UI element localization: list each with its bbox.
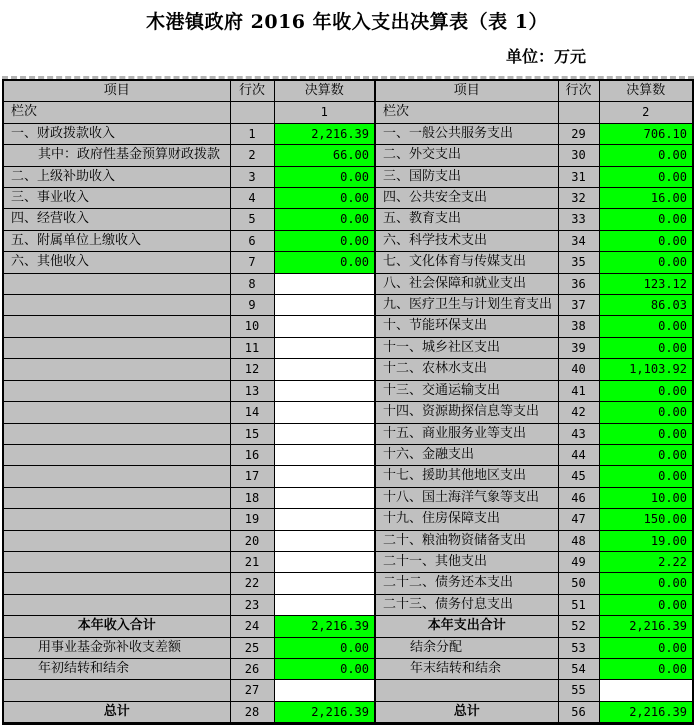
cell-value: 2,216.39 — [274, 701, 375, 723]
cell-item: 五、教育支出 — [375, 209, 558, 230]
cell-value: 19.00 — [599, 530, 693, 551]
cell-line-number: 25 — [230, 637, 274, 658]
cell-line-number: 38 — [558, 316, 599, 337]
table-row — [3, 680, 693, 701]
cell-line-number: 43 — [558, 423, 599, 444]
cell-value: 86.03 — [599, 295, 693, 316]
table-row — [3, 402, 693, 423]
table-row — [3, 188, 693, 209]
cell-line-number: 28 — [230, 701, 274, 723]
cell-line-number: 22 — [230, 573, 274, 594]
cell-line-number: 47 — [558, 509, 599, 530]
cell-value: 123.12 — [599, 273, 693, 294]
cell-line-number: 24 — [230, 616, 274, 637]
cell-line-number: 46 — [558, 487, 599, 508]
col-header-line-right: 行次 — [558, 80, 599, 102]
cell-item: 十一、城乡社区支出 — [375, 337, 558, 358]
cell-item: 本年收入合计 — [3, 616, 230, 637]
cell-line-number: 42 — [558, 402, 599, 423]
cell-item — [3, 359, 230, 380]
cell-value: 0.00 — [599, 423, 693, 444]
cell-line-number: 40 — [558, 359, 599, 380]
table-row — [3, 487, 693, 508]
cell-line-number — [558, 102, 599, 123]
cell-item — [3, 337, 230, 358]
cell-value: 0.00 — [599, 658, 693, 679]
cell-value: 2,216.39 — [274, 616, 375, 637]
cell-line-number: 30 — [558, 145, 599, 166]
cell-line-number: 14 — [230, 402, 274, 423]
cell-item — [3, 316, 230, 337]
cell-value: 0.00 — [599, 166, 693, 187]
cell-item — [3, 444, 230, 465]
cell-line-number: 21 — [230, 551, 274, 572]
cell-line-number: 51 — [558, 594, 599, 615]
cell-value — [274, 380, 375, 401]
cell-line-number: 13 — [230, 380, 274, 401]
table-row — [3, 209, 693, 230]
cell-item: 一、财政拨款收入 — [3, 123, 230, 144]
table-row — [3, 102, 693, 123]
cell-value: 0.00 — [274, 637, 375, 658]
cell-line-number: 29 — [558, 123, 599, 144]
cell-item: 六、科学技术支出 — [375, 230, 558, 251]
cell-line-number: 26 — [230, 658, 274, 679]
cell-value — [274, 316, 375, 337]
cell-item: 总计 — [3, 701, 230, 723]
cell-line-number: 56 — [558, 701, 599, 723]
cell-line-number: 15 — [230, 423, 274, 444]
cell-value: 0.00 — [599, 145, 693, 166]
cell-value — [274, 551, 375, 572]
table-row — [3, 273, 693, 294]
table-row — [3, 295, 693, 316]
cell-value: 2.22 — [599, 551, 693, 572]
cell-item: 二、上级补助收入 — [3, 166, 230, 187]
table-row — [3, 423, 693, 444]
cell-item: 其中：政府性基金预算财政拨款 — [3, 145, 230, 166]
table-row — [3, 316, 693, 337]
cell-line-number: 44 — [558, 444, 599, 465]
table-row — [3, 701, 693, 723]
cell-value — [274, 295, 375, 316]
cell-item — [3, 380, 230, 401]
table-body — [3, 102, 693, 724]
cell-line-number: 41 — [558, 380, 599, 401]
cell-item: 四、公共安全支出 — [375, 188, 558, 209]
cell-item: 十八、国土海洋气象等支出 — [375, 487, 558, 508]
cell-item: 栏次 — [3, 102, 230, 123]
cell-line-number — [230, 102, 274, 123]
cell-item — [3, 295, 230, 316]
table-row — [3, 616, 693, 637]
cell-value: 0.00 — [599, 316, 693, 337]
cell-item — [3, 530, 230, 551]
cell-item: 十六、金融支出 — [375, 444, 558, 465]
cell-value: 0.00 — [599, 380, 693, 401]
table-row — [3, 466, 693, 487]
cell-item: 十五、商业服务业等支出 — [375, 423, 558, 444]
cell-line-number: 50 — [558, 573, 599, 594]
cell-item: 六、其他收入 — [3, 252, 230, 273]
cell-value: 66.00 — [274, 145, 375, 166]
cell-value: 1 — [274, 102, 375, 123]
cell-value: 0.00 — [274, 209, 375, 230]
cell-item — [3, 423, 230, 444]
cell-line-number: 2 — [230, 145, 274, 166]
cell-item: 本年支出合计 — [375, 616, 558, 637]
table-row — [3, 658, 693, 679]
cell-item — [3, 466, 230, 487]
cell-value: 0.00 — [599, 594, 693, 615]
cell-item: 十三、交通运输支出 — [375, 380, 558, 401]
cell-value: 0.00 — [599, 402, 693, 423]
cell-line-number: 54 — [558, 658, 599, 679]
col-header-line-left: 行次 — [230, 80, 274, 102]
col-header-value-left: 决算数 — [274, 80, 375, 102]
cell-value — [274, 573, 375, 594]
cell-item — [3, 551, 230, 572]
cell-item: 一、一般公共服务支出 — [375, 123, 558, 144]
cell-value — [274, 487, 375, 508]
cell-value — [274, 680, 375, 701]
cell-line-number: 8 — [230, 273, 274, 294]
cell-line-number: 11 — [230, 337, 274, 358]
cell-value: 1,103.92 — [599, 359, 693, 380]
table-row — [3, 337, 693, 358]
cell-value — [274, 509, 375, 530]
cell-value: 0.00 — [599, 252, 693, 273]
cell-value: 0.00 — [274, 188, 375, 209]
cell-value: 0.00 — [274, 252, 375, 273]
cell-item: 结余分配 — [375, 637, 558, 658]
cell-item: 用事业基金弥补收支差额 — [3, 637, 230, 658]
table-row — [3, 252, 693, 273]
cell-item — [3, 487, 230, 508]
cell-line-number: 49 — [558, 551, 599, 572]
cell-item: 十二、农林水支出 — [375, 359, 558, 380]
cell-item — [3, 402, 230, 423]
cell-value: 0.00 — [599, 337, 693, 358]
table-row — [3, 380, 693, 401]
cell-line-number: 5 — [230, 209, 274, 230]
cell-line-number: 55 — [558, 680, 599, 701]
cell-line-number: 48 — [558, 530, 599, 551]
cell-line-number: 1 — [230, 123, 274, 144]
table-row — [3, 145, 693, 166]
cell-line-number: 9 — [230, 295, 274, 316]
cell-item — [3, 273, 230, 294]
cell-line-number: 45 — [558, 466, 599, 487]
table-header-row — [3, 80, 693, 102]
cell-item: 八、社会保障和就业支出 — [375, 273, 558, 294]
cell-value: 0.00 — [274, 658, 375, 679]
cell-line-number: 10 — [230, 316, 274, 337]
cell-value: 2,216.39 — [599, 616, 693, 637]
cell-value: 0.00 — [599, 466, 693, 487]
cell-value — [599, 680, 693, 701]
cell-item: 二十三、债务付息支出 — [375, 594, 558, 615]
cell-line-number: 31 — [558, 166, 599, 187]
cell-line-number: 34 — [558, 230, 599, 251]
cell-value: 0.00 — [599, 637, 693, 658]
cell-line-number: 32 — [558, 188, 599, 209]
cell-item: 十四、资源勘探信息等支出 — [375, 402, 558, 423]
cell-item: 年末结转和结余 — [375, 658, 558, 679]
cell-line-number: 3 — [230, 166, 274, 187]
cell-line-number: 37 — [558, 295, 599, 316]
cell-item — [3, 573, 230, 594]
col-header-value-right: 决算数 — [599, 80, 693, 102]
cell-line-number: 7 — [230, 252, 274, 273]
cell-line-number: 39 — [558, 337, 599, 358]
cell-line-number: 16 — [230, 444, 274, 465]
cell-value — [274, 423, 375, 444]
cell-item: 三、事业收入 — [3, 188, 230, 209]
cell-item: 总计 — [375, 701, 558, 723]
cell-value — [274, 337, 375, 358]
cell-line-number: 27 — [230, 680, 274, 701]
cell-item: 七、文化体育与传媒支出 — [375, 252, 558, 273]
cell-line-number: 19 — [230, 509, 274, 530]
cell-item: 十、节能环保支出 — [375, 316, 558, 337]
cell-value — [274, 594, 375, 615]
cell-line-number: 17 — [230, 466, 274, 487]
final-accounts-table — [2, 79, 694, 725]
cell-value: 0.00 — [274, 230, 375, 251]
cell-item — [3, 680, 230, 701]
cell-value — [274, 530, 375, 551]
cell-item: 十七、援助其他地区支出 — [375, 466, 558, 487]
cell-line-number: 33 — [558, 209, 599, 230]
cell-item: 二十二、债务还本支出 — [375, 573, 558, 594]
cell-item: 栏次 — [375, 102, 558, 123]
cell-line-number: 36 — [558, 273, 599, 294]
cell-item: 九、医疗卫生与计划生育支出 — [375, 295, 558, 316]
cell-line-number: 4 — [230, 188, 274, 209]
cell-value: 0.00 — [274, 166, 375, 187]
table-row — [3, 166, 693, 187]
col-header-item-left: 项目 — [3, 80, 230, 102]
cell-item: 十九、住房保障支出 — [375, 509, 558, 530]
table-row — [3, 637, 693, 658]
cell-item — [375, 680, 558, 701]
table-row — [3, 573, 693, 594]
cell-value: 0.00 — [599, 444, 693, 465]
cell-item: 三、国防支出 — [375, 166, 558, 187]
cell-line-number: 20 — [230, 530, 274, 551]
cell-value — [274, 273, 375, 294]
cell-item — [3, 509, 230, 530]
cell-item: 年初结转和结余 — [3, 658, 230, 679]
table-row — [3, 509, 693, 530]
cell-value: 0.00 — [599, 573, 693, 594]
cell-item: 二、外交支出 — [375, 145, 558, 166]
cell-value: 2,216.39 — [274, 123, 375, 144]
cell-item: 五、附属单位上缴收入 — [3, 230, 230, 251]
table-row — [3, 230, 693, 251]
cell-value: 16.00 — [599, 188, 693, 209]
cell-value — [274, 359, 375, 380]
cell-item: 四、经营收入 — [3, 209, 230, 230]
cell-value: 10.00 — [599, 487, 693, 508]
cell-line-number: 23 — [230, 594, 274, 615]
cell-value: 706.10 — [599, 123, 693, 144]
cell-line-number: 52 — [558, 616, 599, 637]
cell-value — [274, 444, 375, 465]
cell-value — [274, 466, 375, 487]
cell-line-number: 12 — [230, 359, 274, 380]
cell-value: 2,216.39 — [599, 701, 693, 723]
table-row — [3, 444, 693, 465]
cell-line-number: 53 — [558, 637, 599, 658]
cell-line-number: 18 — [230, 487, 274, 508]
table-row — [3, 123, 693, 144]
cell-value: 2 — [599, 102, 693, 123]
table-row — [3, 530, 693, 551]
cell-line-number: 35 — [558, 252, 599, 273]
table-row — [3, 594, 693, 615]
col-header-item-right: 项目 — [375, 80, 558, 102]
cell-value: 0.00 — [599, 209, 693, 230]
cell-item: 二十一、其他支出 — [375, 551, 558, 572]
cell-line-number: 6 — [230, 230, 274, 251]
cell-value: 150.00 — [599, 509, 693, 530]
unit-label: 单位：万元 — [506, 47, 587, 66]
cell-value — [274, 402, 375, 423]
accounts-table-wrap — [2, 76, 694, 725]
cell-value: 0.00 — [599, 230, 693, 251]
cell-item: 二十、粮油物资储备支出 — [375, 530, 558, 551]
table-row — [3, 359, 693, 380]
table-row — [3, 551, 693, 572]
cell-item — [3, 594, 230, 615]
page-title: 木港镇政府 2016 年收入支出决算表（表 1） — [146, 11, 548, 33]
